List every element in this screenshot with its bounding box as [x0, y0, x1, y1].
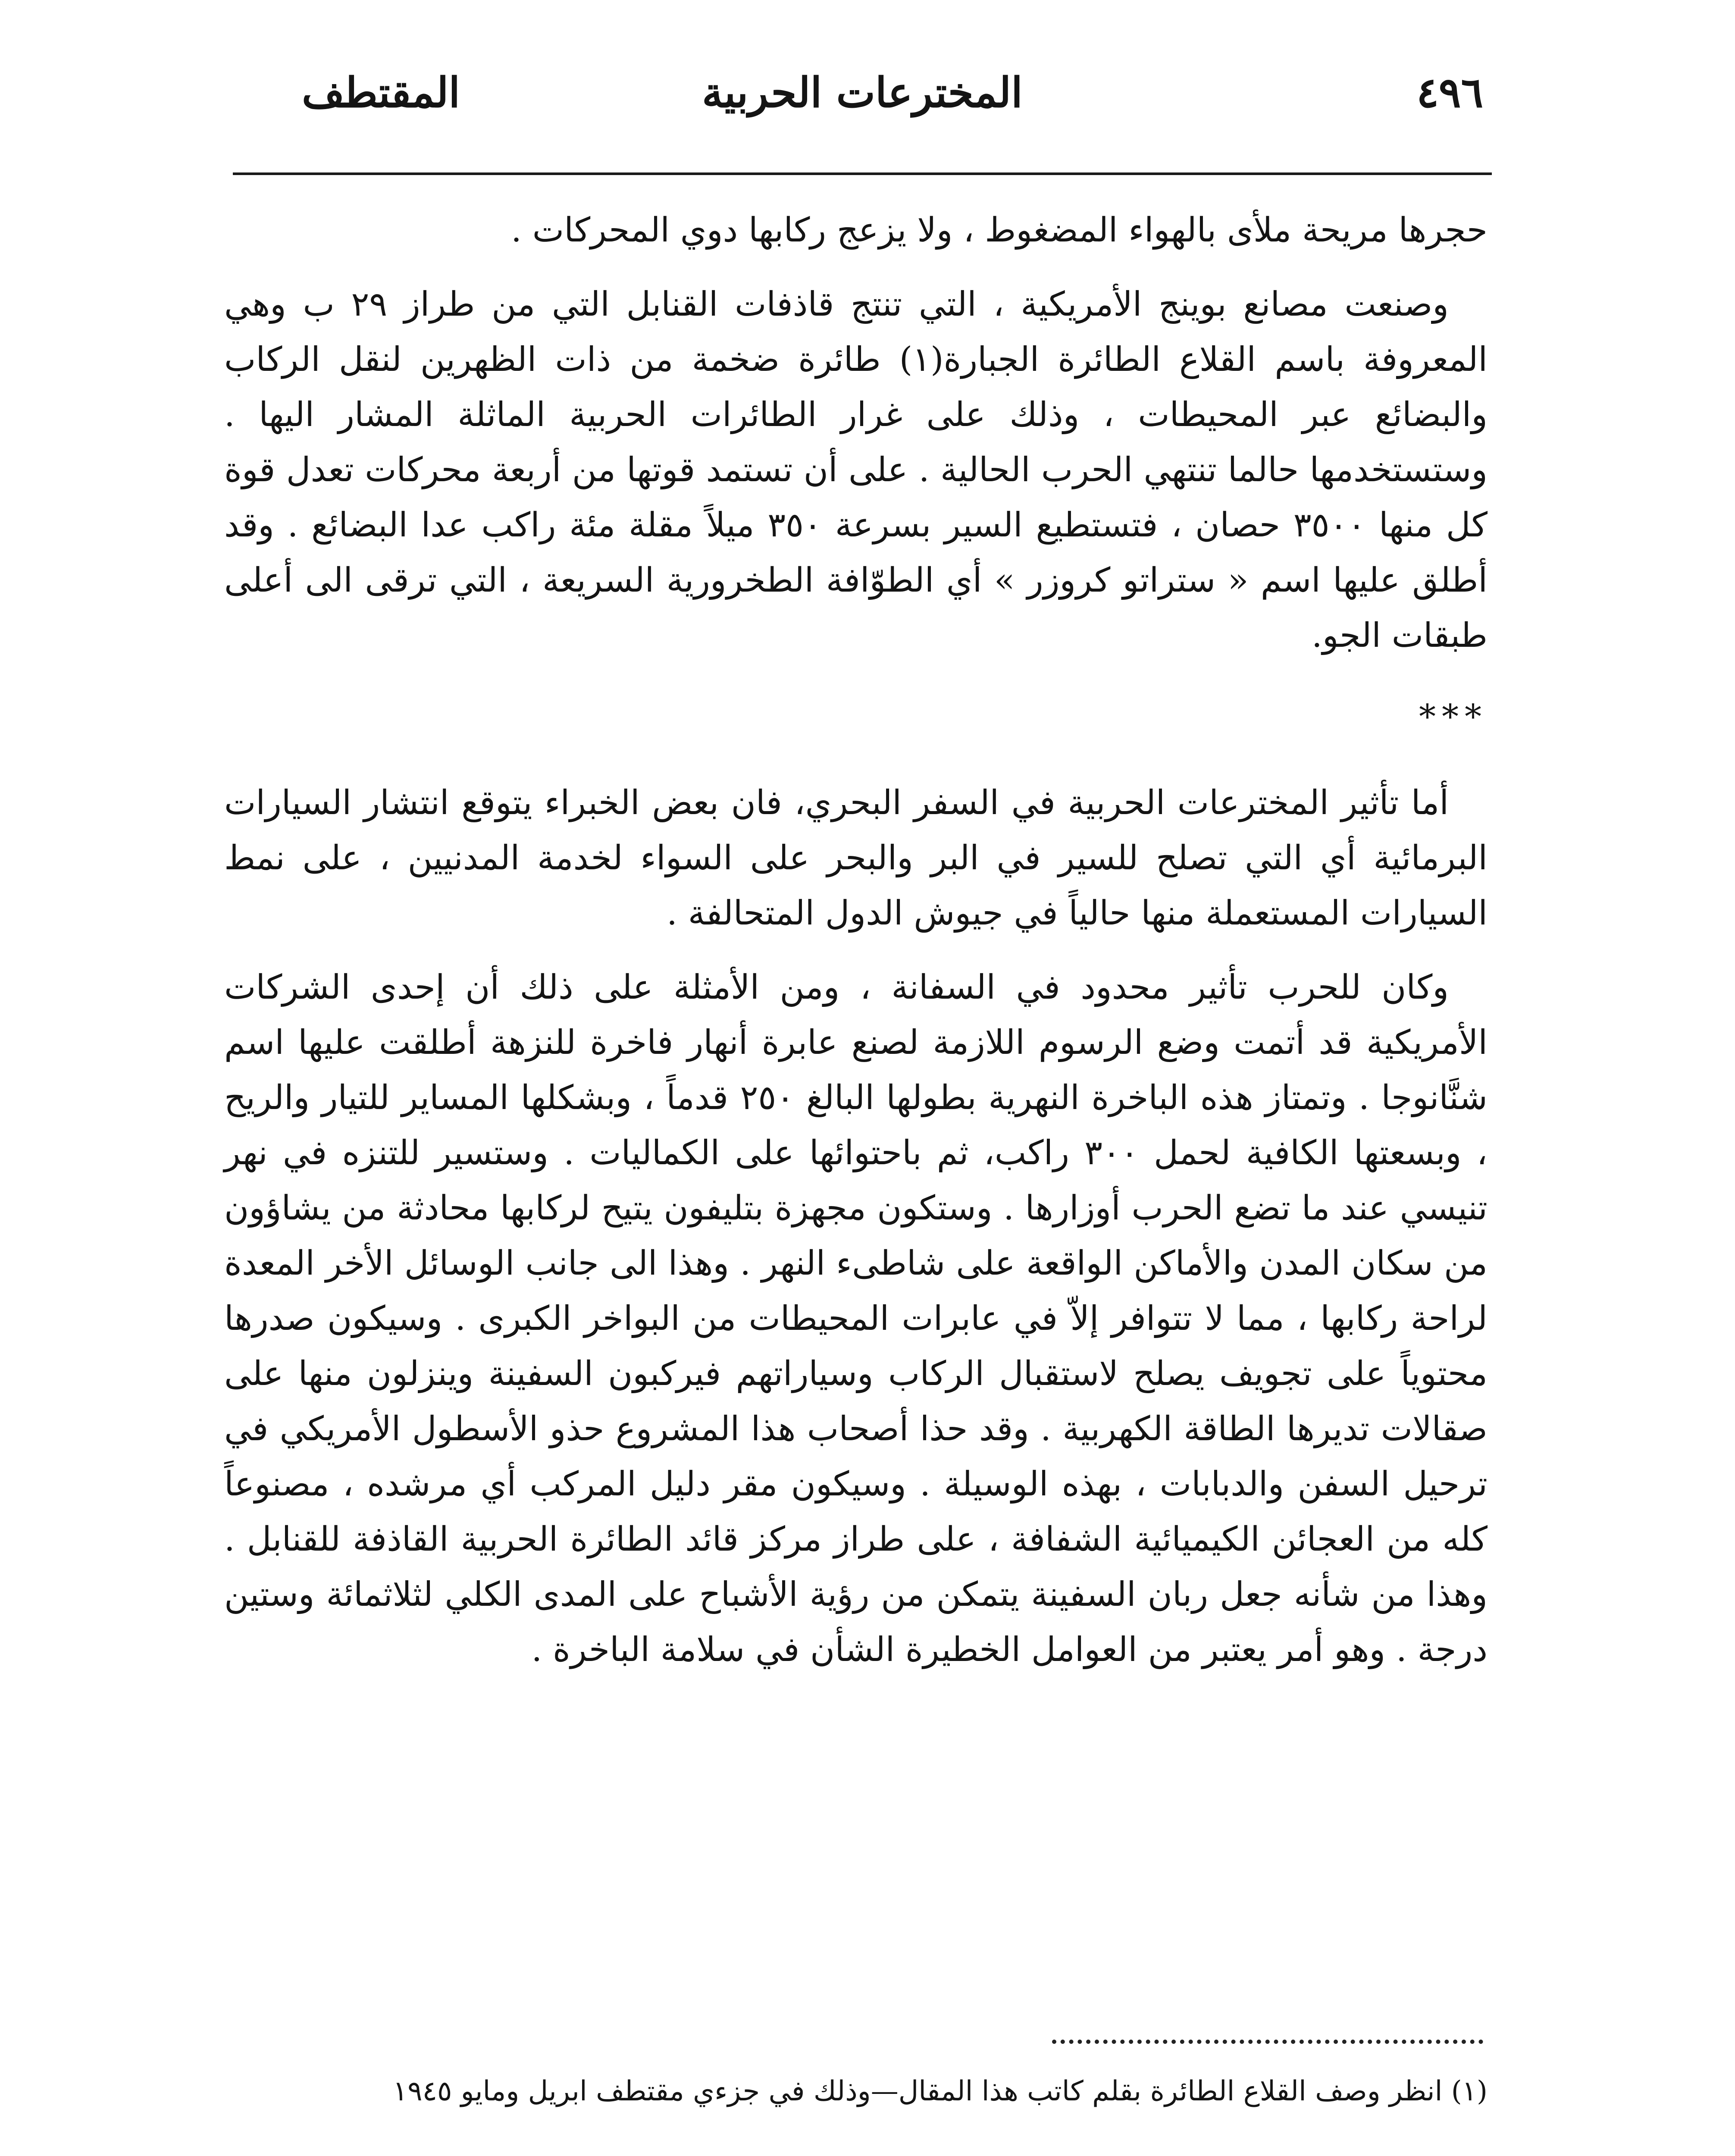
- journal-name: المقتطف: [302, 68, 460, 117]
- header-rule: [233, 172, 1492, 175]
- running-title: المخترعات الحربية: [702, 68, 1023, 117]
- footnote: (١) انظر وصف القلاع الطائرة بقلم كاتب هذا المقال—وذلك في جزءي مقتطف ابريل ومايو ١٩٤٥: [392, 2075, 1488, 2107]
- footnote-rule: [1052, 2040, 1483, 2044]
- page-number: ٤٩٦: [1416, 68, 1483, 117]
- paragraph: وكان للحرب تأثير محدود في السفانة ، ومن الأمثلة على ذلك أن إحدى الشركات الأمريكية قد أتمت وضع الرسوم اللازمة لصنع عابرة أنهار فاخرة للنزهة أطلقت عليها اسم شنَّانوجا . وتمتاز هذه الباخرة النهرية بطولها البالغ ٢٥٠ قدماً ، وبشكلها المساير للتيار والريح ، وبسعتها الكافية لحمل ٣٠٠ راكب، ثم باحتوائها على الكماليات . وستسير للتنزه في نهر تنيسي عند ما تضع الحرب أوزارها . وستكون مجهزة بتليفون يتيح لركابها محادثة من يشاؤون من سكان المدن والأماكن الواقعة على شاطىء النهر . وهذا الى جانب الوسائل الأخر المعدة لراحة ركابها ، مما لا تتوافر إلاّ في عابرات المحيطات من البواخر الكبرى . وسيكون صدرها محتوياً على تجويف يصلح لاستقبال الركاب وسياراتهم فيركبون السفينة وينزلون منها على صقالات تديرها الطاقة الكهربية . وقد حذا أصحاب هذا المشروع حذو الأسطول الأمريكي في ترحيل السفن والدبابات ، بهذه الوسيلة . وسيكون مقر دليل المركب أي مرشده ، مصنوعاً كله من العجائن الكيميائية الشفافة ، على طراز مركز قائد الطائرة الحربية القاذفة للقنابل . وهذا من شأنه جعل ربان السفينة يتمكن من رؤية الأشباح على المدى الكلي لثلاثمائة وستين درجة . وهو أمر يعتبر من العوامل الخطيرة الشأن في سلامة الباخرة .: [224, 968, 1488, 1669]
- paragraph: وصنعت مصانع بوينج الأمريكية ، التي تنتج قاذفات القنابل التي من طراز ٢٩ ب وهي المعروفة باسم القلاع الطائرة الجبارة(١) طائرة ضخمة من ذات الظهرين لنقل الركاب والبضائع عبر المحيطات ، وذلك على غرار الطائرات الحربية الماثلة المشار اليها . وستستخدمها حالما تنتهي الحرب الحالية . على أن تستمد قوتها من أربعة محركات تعدل قوة كل منها ٣٥٠٠ حصان ، فتستطيع السير بسرعة ٣٥٠ ميلاً مقلة مئة راكب عدا البضائع . وقد أطلق عليها اسم « ستراتو كروزر » أي الطوّافة الطخرورية السريعة ، التي ترقى الى أعلى طبقات الجو.: [224, 285, 1488, 655]
- section-separator: ***: [1419, 698, 1488, 736]
- paragraph: حجرها مريحة ملأى بالهواء المضغوط ، ولا يزعج ركابها دوي المحركات .: [511, 211, 1488, 250]
- paragraph: أما تأثير المخترعات الحربية في السفر البحري، فان بعض الخبراء يتوقع انتشار السيارات البرمائية أي التي تصلح للسير في البر والبحر على السواء لخدمة المدنيين ، على نمط السيارات المستعملة منها حالياً في جيوش الدول المتحالفة .: [224, 783, 1488, 933]
- article-body: [224, 203, 1488, 1677]
- running-header: [241, 65, 1483, 134]
